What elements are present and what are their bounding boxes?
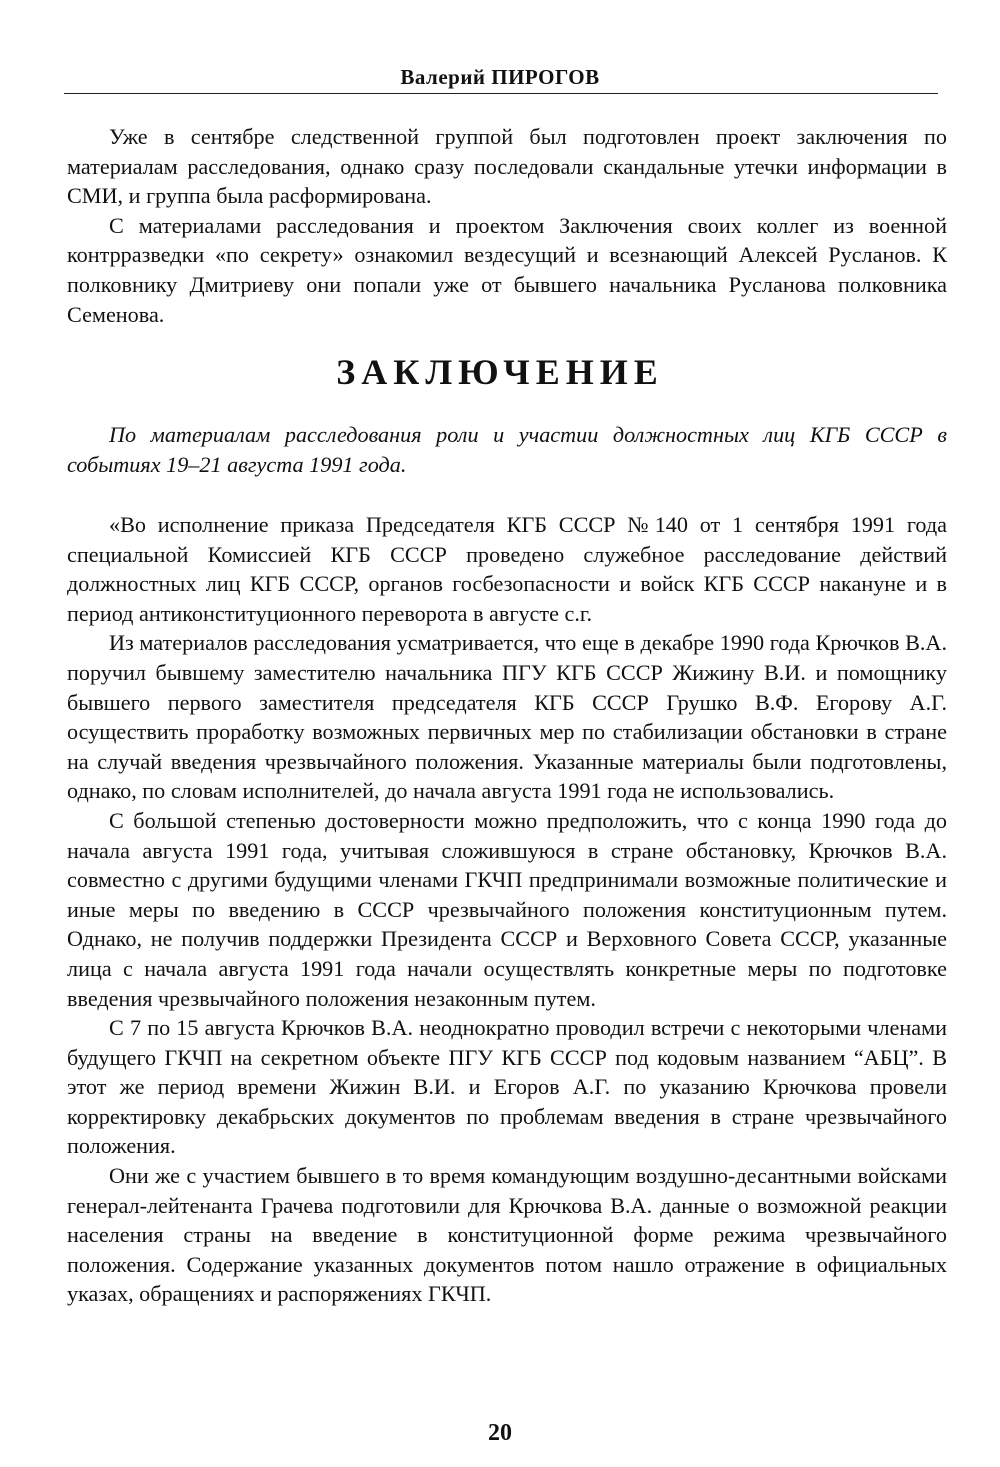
header-rule — [64, 93, 938, 94]
section-subtitle: По материалам расследования роли и участии должностных лиц КГБ СССР в событиях 19–21 августа 1991 года. — [67, 422, 947, 477]
intro-text — [67, 122, 947, 329]
paragraph: Уже в сентябре следственной группой был подготовлен проект заключения по материалам расследования, однако сразу последовали скандальные утечки информации в СМИ, и группа была расформирована. — [67, 124, 947, 209]
page-number: 20 — [488, 1420, 512, 1446]
paragraph: С большой степенью достоверности можно предположить, что с конца 1990 года до начала августа 1991 года, учитывая сложившуюся в стране обстановку, Крючков В.А. совместно с другими будущими членами ГКЧП предпринимали возможные политические и иные меры по введению в СССР чрезвычайного положения конституционным путем. Однако, не получив поддержки Президента СССР и Верховного Совета СССР, указанные лица с начала августа 1991 года начали осуществлять конкретные меры по подготовке введения чрезвычайного положения незаконным путем. — [67, 807, 947, 1011]
running-head: Валерий ПИРОГОВ — [400, 65, 600, 89]
paragraph: Из материалов расследования усматривается, что еще в декабре 1990 года Крючков В.А. поручил бывшему заместителю начальника ПГУ КГБ СССР Жижину В.И. и помощнику бывшего первого заместителя председателя КГБ СССР Грушко В.Ф. Егорову А.Г. осуществить проработку возможных первичных мер по стабилизации обстановки в стране на случай введения чрезвычайного положения. Указанные материалы были подготовлены, однако, по словам исполнителей, до начала августа 1991 года не использовались. — [67, 630, 947, 804]
section-title: ЗАКЛЮЧЕНИЕ — [336, 352, 664, 392]
paragraph: С 7 по 15 августа Крючков В.А. неоднократно проводил встречи с некоторыми членами будущего ГКЧП на секретном объекте ПГУ КГБ СССР под кодовым названием “АБЦ”. В этот же период времени Жижин В.И. и Егоров А.Г. по указанию Крючкова провели корректировку декабрьских документов по проблемам введения в стране чрезвычайного положения. — [67, 1015, 947, 1159]
main-text — [67, 510, 947, 1309]
paragraph: «Во исполнение приказа Председателя КГБ СССР №140 от 1 сентября 1991 года специальной Комиссией КГБ СССР проведено служебное расследование действий должностных лиц КГБ СССР, органов госбезопасности и войск КГБ СССР накануне и в период антиконституционного переворота в августе с.г. — [67, 512, 947, 626]
paragraph: Они же с участием бывшего в то время командующим воздушно-десантными войсками генерал-лейтенанта Грачева подготовили для Крючкова В.А. данные о возможной реакции населения страны на введение в конституционной форме режима чрезвычайного положения. Содержание указанных документов потом нашло отражение в официальных указах, обращениях и распоряжениях ГКЧП. — [67, 1163, 947, 1307]
paragraph: С материалами расследования и проектом Заключения своих коллег из военной контрразведки «по секрету» ознакомил вездесущий и всезнающий Алексей Русланов. К полковнику Дмитриеву они попали уже от бывшего начальника Русланова полковника Семенова. — [67, 212, 947, 327]
